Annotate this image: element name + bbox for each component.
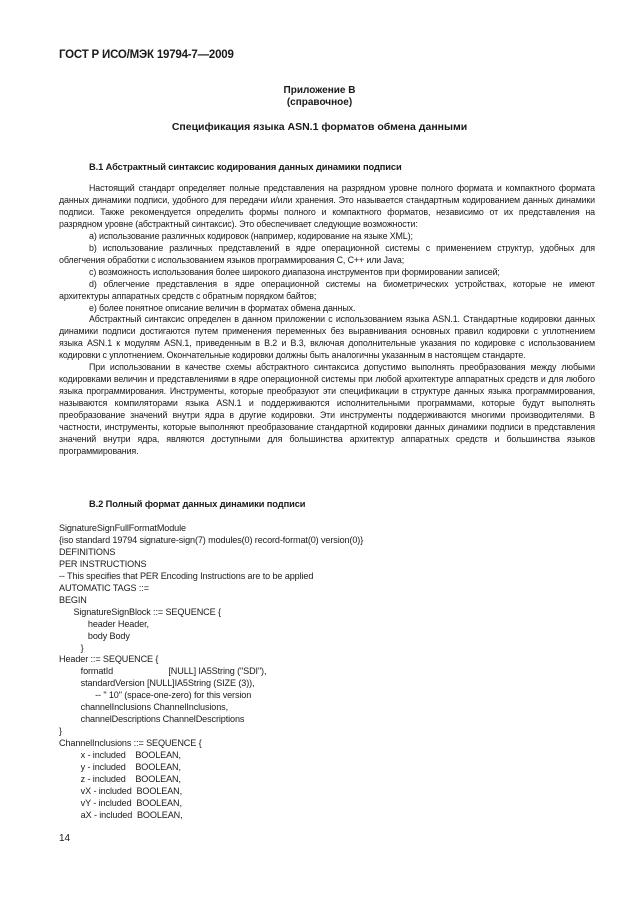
document-header: ГОСТ Р ИСО/МЭК 19794-7—2009 — [59, 49, 234, 61]
section-heading-b2: В.2 Полный формат данных динамики подписи — [89, 499, 306, 509]
list-item: d) облегчение представления в ядре операционной системы на биометрических устройствах, которые не имеют архитектуры аппаратных средств с обратным порядком байтов; — [59, 278, 595, 301]
code-line: AUTOMATIC TAGS ::= — [59, 582, 149, 593]
code-line: x - included BOOLEAN, — [59, 750, 181, 761]
code-line: Header ::= SEQUENCE { — [59, 654, 159, 665]
page-number: 14 — [59, 833, 71, 844]
code-line: {iso standard 19794 signature-sign(7) modules(0) record-format(0) version(0)} — [59, 534, 364, 545]
code-line: BEGIN — [59, 594, 87, 605]
list-item: c) возможность использования более широкого диапазона инструментов при формировании записей; — [89, 266, 500, 277]
appendix-label: Приложение В — [283, 85, 356, 96]
appendix-kind: (справочное) — [286, 97, 353, 108]
appendix-label-block — [0, 85, 639, 109]
list-item: b) использование различных представлений в ядре операционной системы с применением структур, удобных для облегчения обработки с использованием языков программирования С, С++ или Java; — [59, 242, 595, 265]
code-line: -- " 10" (space-one-zero) for this version — [59, 690, 252, 701]
section-b1-body — [59, 183, 595, 458]
code-line: channelDescriptions ChannelDescriptions — [59, 714, 245, 725]
code-line: -- This specifies that PER Encoding Instructions are to be applied — [59, 570, 314, 581]
code-line: DEFINITIONS — [59, 546, 116, 557]
section-heading-b1: В.1 Абстрактный синтаксис кодирования данных динамики подписи — [89, 162, 402, 172]
code-line: standardVersion [NULL]IA5String (SIZE (3)), — [59, 678, 255, 689]
code-line: ChannelInclusions ::= SEQUENCE { — [59, 738, 202, 749]
code-line: channelInclusions ChannelInclusions, — [59, 702, 228, 713]
list-item: a) использование различных кодировок (например, кодирование на языке XML); — [89, 230, 413, 241]
appendix-title: Спецификация языка ASN.1 форматов обмена данными — [171, 121, 468, 133]
code-line: z - included BOOLEAN, — [59, 774, 181, 785]
code-line: formatId [NULL] IA5String ("SDI"), — [59, 666, 267, 677]
code-line: header Header, — [59, 618, 149, 629]
code-line: vX - included BOOLEAN, — [59, 785, 183, 796]
code-line: PER INSTRUCTIONS — [59, 558, 147, 569]
code-line: aX - included BOOLEAN, — [59, 809, 183, 820]
paragraph: Абстрактный синтаксис определен в данном приложении с использованием языка ASN.1. Стандартные кодировки данных динамики подписи достигаются путем применения переменных без выравнивания основных правил кодировки с уплотнением языка ASN.1 к модулям ASN.1, приведенным в В.2 и В.3, включая дополнительные указания по кодировке с использованием кодировки с уплотнением. Окончательные кодировки должны быть аналогичны указанным в настоящем стандарте. — [59, 314, 595, 361]
paragraph: При использовании в качестве схемы абстрактного синтаксиса допустимо выполнять преобразования между любыми кодировками величин и представлениями в ядре операционной системы при любой архитектуре аппаратных средств и для любого языка программирования. Инструменты, которые преобразуют эти спецификации в структуре данных языка программирования, называются компиляторами языка ASN.1 и поддерживаются исполнительными программами, которые будут выполнять преобразование значений внутри ядра в другие кодировки. Эти инструменты поддерживаются многими производителями. В частности, инструменты, которые выполняют преобразование стандартной кодировки данных динамики подписи в представления значений внутри ядра, являются доступными для большинства архитектур аппаратных средств и большинства языков программирования. — [59, 362, 595, 456]
code-line: y - included BOOLEAN, — [59, 762, 181, 773]
code-line: } — [59, 642, 84, 653]
code-line: body Body — [59, 630, 130, 641]
code-line: SignatureSignBlock ::= SEQUENCE { — [59, 606, 221, 617]
paragraph: Настоящий стандарт определяет полные представления на разрядном уровне полного формата и компактного формата данных динамики подписи, удобного для передачи и/или хранения. Это называется стандартным кодированием данных динамики подписи. Также рекомендуется определить формы полного и компактного форматов, независимо от их представления на разрядном уровне (абстрактный синтаксис). Это обеспечивает следующие возможности: — [59, 183, 595, 229]
code-line: vY - included BOOLEAN, — [59, 797, 182, 808]
list-item: e) более понятное описание величин в форматах обмена данных. — [89, 302, 356, 313]
code-line: SignatureSignFullFormatModule — [59, 523, 186, 533]
asn1-code-block — [59, 523, 363, 822]
code-line: } — [59, 726, 62, 737]
